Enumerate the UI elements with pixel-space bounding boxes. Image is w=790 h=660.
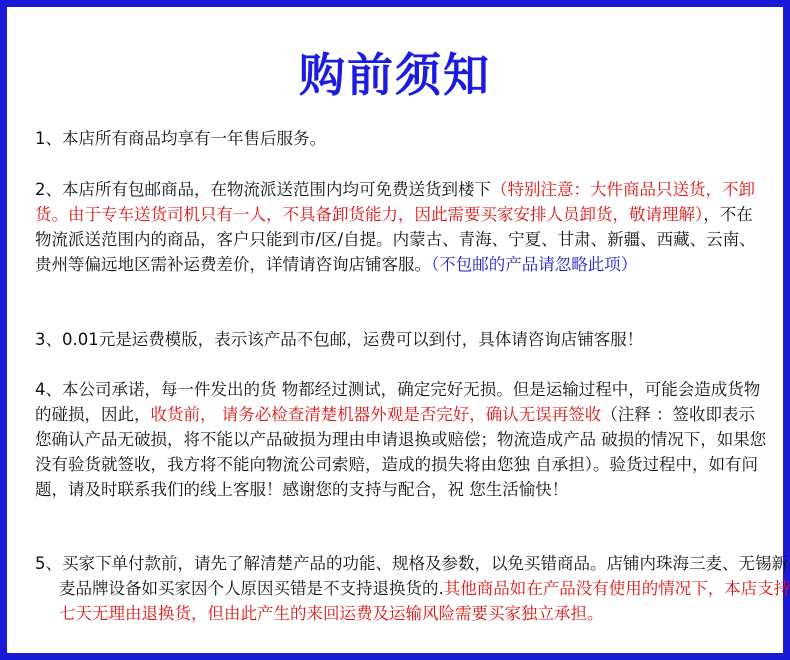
notice-item-5-text: 5、买家下单付款前，请先了解清楚产品的功能、规格及参数，以免买错商品。店铺内珠海三麦、无锡新麦品牌设备如买家因个人原因买错是不支持退换货的. bbox=[35, 554, 788, 598]
notice-item-2-details: ，不在物流派送范围内的商品，客户只能到市/区/自提。内蒙古、青海、宁夏、甘肃、新疆、西藏、云南、贵州等偏远地区需补运费差价，详情请咨询店铺客服。 bbox=[35, 205, 756, 274]
notice-item-3 bbox=[35, 327, 767, 352]
notice-item-4-details: （注释 ：签收即表示您确认产品无破损，将不能以产品破损为理由申请退换或赔偿；物流造成产品 破损的情况下，如果您没有验货就签收，我方将不能向物流公司索赔，造成的损失将由您独 自承担）。验货过程中，如有问题，请及时联系我们的线上客服！感谢您的支持与配合，祝 您生活愉快！ bbox=[35, 405, 767, 499]
notice-item-2 bbox=[35, 177, 767, 277]
notice-item-1-text: 1、本店所有商品均享有一年售后服务。 bbox=[35, 129, 326, 148]
notice-item-2-text: 2、本店所有包邮商品，在物流派送范围内均可免费送货到楼下 bbox=[35, 180, 491, 199]
notice-item-4-warning: 收货前， 请务必检查清楚机器外观是否完好，确认无误再签收 bbox=[150, 405, 602, 424]
notice-item-2-warning: （特别注意：大件商品只送货，不卸货。由于专车送货司机只有一人，不具备卸货能力，因此需要买家安排人员卸货，敬请理解） bbox=[35, 180, 755, 224]
notice-item-4-text: 4、本公司承诺，每一件发出的货 物都经过测试，确定完好无损。但是运输过程中，可能会造成货物的碰损，因此， bbox=[35, 380, 761, 424]
notice-item-5-warning: 其他商品如在产品没有使用的情况下，本店支持七天无理由退换货，但由此产生的来回运费及运输风险需要买家独立承担。 bbox=[59, 579, 790, 623]
notice-item-4 bbox=[35, 377, 767, 502]
notice-item-3-text: 3、0.01元是运费模版，表示该产品不包邮，运费可以到付，具体请咨询店铺客服！ bbox=[35, 330, 644, 349]
notice-item-5 bbox=[35, 551, 790, 626]
notice-item-1 bbox=[35, 126, 767, 151]
notice-item-2-note: （不包邮的产品请忽略此项） bbox=[431, 255, 638, 274]
page-title: 购前须知 bbox=[299, 48, 491, 102]
